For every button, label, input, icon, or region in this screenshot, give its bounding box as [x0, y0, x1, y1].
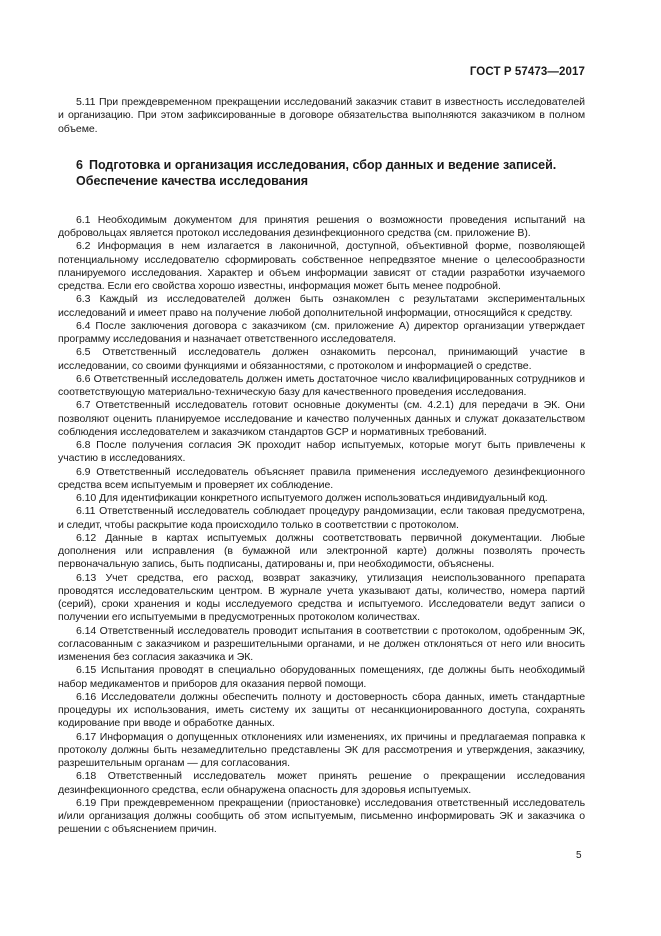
paragraph-text: Ответственный исследователь должен ознакомить персонал, принимающий участие в исследовании, со своими функциями и обязанностями, с протоколом и информацией о средстве. [58, 346, 585, 372]
paragraph-6-1 [58, 214, 585, 241]
paragraph-text: Ответственный исследователь может принять решение о прекращении исследования дезинфекционного средства, если обнаружена опасность для здоровья испытуемых. [58, 770, 585, 796]
paragraph-6-16 [58, 691, 585, 731]
paragraph-6-18 [58, 770, 585, 797]
paragraph-6-15 [58, 664, 585, 691]
paragraph-text: Исследователи должны обеспечить полноту и достоверность сбора данных, иметь стандартные процедуры их использования, иметь систему их защиты от несанкционированного доступа, сохранять кодирование при вводе и обработке данных. [58, 690, 586, 730]
paragraph-text: Данные в картах испытуемых должны соответствовать первичной документации. Любые дополнения или исправления (в бумажной или электронной карте) должны позволять прочесть первоначальную запись, быть подписаны, датированы и, при необходимости, объяснены. [58, 531, 585, 571]
paragraph-number: 6.12 [76, 531, 97, 544]
paragraph-text: При преждевременном прекращении исследований заказчик ставит в известность исследователей и организацию. При этом зафиксированные в договоре обязательства выполняются заказчиком в полном объеме. [58, 96, 585, 135]
paragraph-6-3 [58, 293, 585, 320]
paragraph-text: Ответственный исследователь готовит основные документы (см. 4.2.1) для передачи в ЭК. Они позволяют оценить планируемое исследование и качество полученных данных и служат доказательством соблюдения исследователем и заказчиком стандартов GCP и нормативных требований. [58, 399, 585, 438]
paragraph-number: 6.1 [76, 213, 91, 226]
paragraph-text: При преждевременном прекращении (приостановке) исследования ответственный исследователь и/или организация должны сообщить об этом испытуемым, письменно информировать ЭК и заказчика о решении с объяснением причин. [58, 796, 585, 836]
paragraph-6-4 [58, 320, 585, 347]
paragraph-number: 6.13 [76, 571, 97, 584]
paragraph-number: 6.16 [76, 690, 97, 703]
paragraph-6-17 [58, 731, 585, 771]
paragraph-number: 6.5 [76, 346, 91, 359]
paragraph-6-11 [58, 505, 585, 532]
paragraph-number: 6.7 [76, 399, 91, 412]
paragraph-6-14 [58, 625, 585, 665]
paragraph-number: 6.3 [76, 293, 91, 306]
paragraph-number: 6.10 [76, 492, 97, 504]
paragraph-6-7 [58, 399, 585, 439]
paragraph-number: 6.11 [76, 505, 96, 518]
document-body [58, 96, 585, 837]
paragraph-list [58, 214, 585, 837]
paragraph-number: 6.8 [76, 439, 91, 451]
paragraph-number: 6.15 [76, 664, 97, 677]
paragraph-text: Ответственный исследователь объясняет правила применения исследуемого дезинфекционного средства всем испытуемым и проверяет их соблюдение. [58, 465, 585, 491]
paragraph-6-19 [58, 797, 585, 837]
paragraph-number: 5.11 [76, 96, 96, 108]
paragraph-text: Информация в нем излагается в лаконичной, доступной, объективной форме, позволяющей потенциальному исследователю сформировать собственное непредвзятое мнение о целесообразности планируемого исследования. Характер и объем информации зависят от стадии разработки изучаемого средства. Если его свойства хорошо известны, информация может быть менее подробной. [58, 240, 586, 292]
paragraph-number: 6.17 [76, 730, 97, 743]
paragraph-text: Каждый из исследователей должен быть ознакомлен с результатами экспериментальных исследований и имеет право на получение любой дополнительной информации, относящийся к средству. [58, 293, 585, 319]
paragraph-text: После получения согласия ЭК проходит набор испытуемых, которые могут быть привлечены к участию в исследованиях. [58, 439, 585, 465]
paragraph-number: 6.14 [76, 624, 97, 637]
paragraph-text: Ответственный исследователь проводит испытания в соответствии с протоколом, одобренным ЭК, согласованным с заказчиком и разрешительными органами, и не должен отклоняться от него или вносить изменения без согласия заказчика и ЭК. [58, 624, 585, 663]
paragraph-6-6 [58, 373, 585, 400]
paragraph-number: 6.9 [76, 465, 91, 478]
paragraph-text: Информация о допущенных отклонениях или изменениях, их причины и предлагаемая поправка к протоколу должны быть незамедлительно представлены ЭК для рассмотрения и утверждения, заказчику, разрешительным органам — для согласования. [58, 730, 585, 769]
paragraph-5-11 [58, 96, 585, 136]
paragraph-text: Необходимым документом для принятия решения о возможности проведения испытаний на добровольцах является протокол исследования дезинфекционного средства (см. приложение В). [58, 213, 585, 239]
paragraph-number: 6.6 [76, 372, 91, 385]
paragraph-number: 6.18 [76, 770, 97, 783]
paragraph-6-8 [58, 439, 585, 466]
paragraph-6-5 [58, 346, 585, 373]
paragraph-6-9 [58, 466, 585, 493]
paragraph-number: 6.19 [76, 796, 97, 809]
paragraph-6-12 [58, 532, 585, 572]
page-number: 5 [576, 850, 582, 861]
paragraph-6-10 [58, 492, 585, 505]
section-title: Подготовка и организация исследования, сбор данных и ведение записей. Обеспечение качества исследования [76, 157, 557, 189]
paragraph-text: Учет средства, его расход, возврат заказчику, утилизация неиспользованного препарата проводятся исследовательским центром. В журнале учета указывают даты, количество, номера партий (серий), сроки хранения и коды исследуемого средства и испытуемого. Исследователи ведут записи о получении его испытуемыми в предусмотренных протоколом количествах. [58, 571, 585, 624]
paragraph-number: 6.2 [76, 240, 91, 253]
paragraph-text: Ответственный исследователь соблюдает процедуру рандомизации, если таковая предусмотрена, и следит, чтобы раскрытие кода происходило только в соответствии с протоколом. [58, 505, 585, 531]
paragraph-6-2 [58, 240, 585, 293]
section-number: 6 [76, 157, 83, 172]
standard-code: ГОСТ Р 57473—2017 [469, 66, 585, 78]
section-heading [58, 157, 585, 190]
paragraph-text: После заключения договора с заказчиком (см. приложение А) директор организации утверждает программу исследования и назначает ответственного исследователя. [58, 319, 585, 345]
paragraph-text: Для идентификации конкретного испытуемого должен использоваться индивидуальный код. [99, 492, 548, 504]
paragraph-number: 6.4 [76, 319, 91, 332]
paragraph-text: Испытания проводят в специально оборудованных помещениях, где должны быть необходимый набор медикаментов и приборов для оказания первой помощи. [58, 664, 585, 690]
paragraph-text: Ответственный исследователь должен иметь достаточное число квалифицированных сотрудников и соответствующую материально-техническую базу для качественного проведения исследования. [58, 372, 585, 398]
paragraph-6-13 [58, 572, 585, 625]
